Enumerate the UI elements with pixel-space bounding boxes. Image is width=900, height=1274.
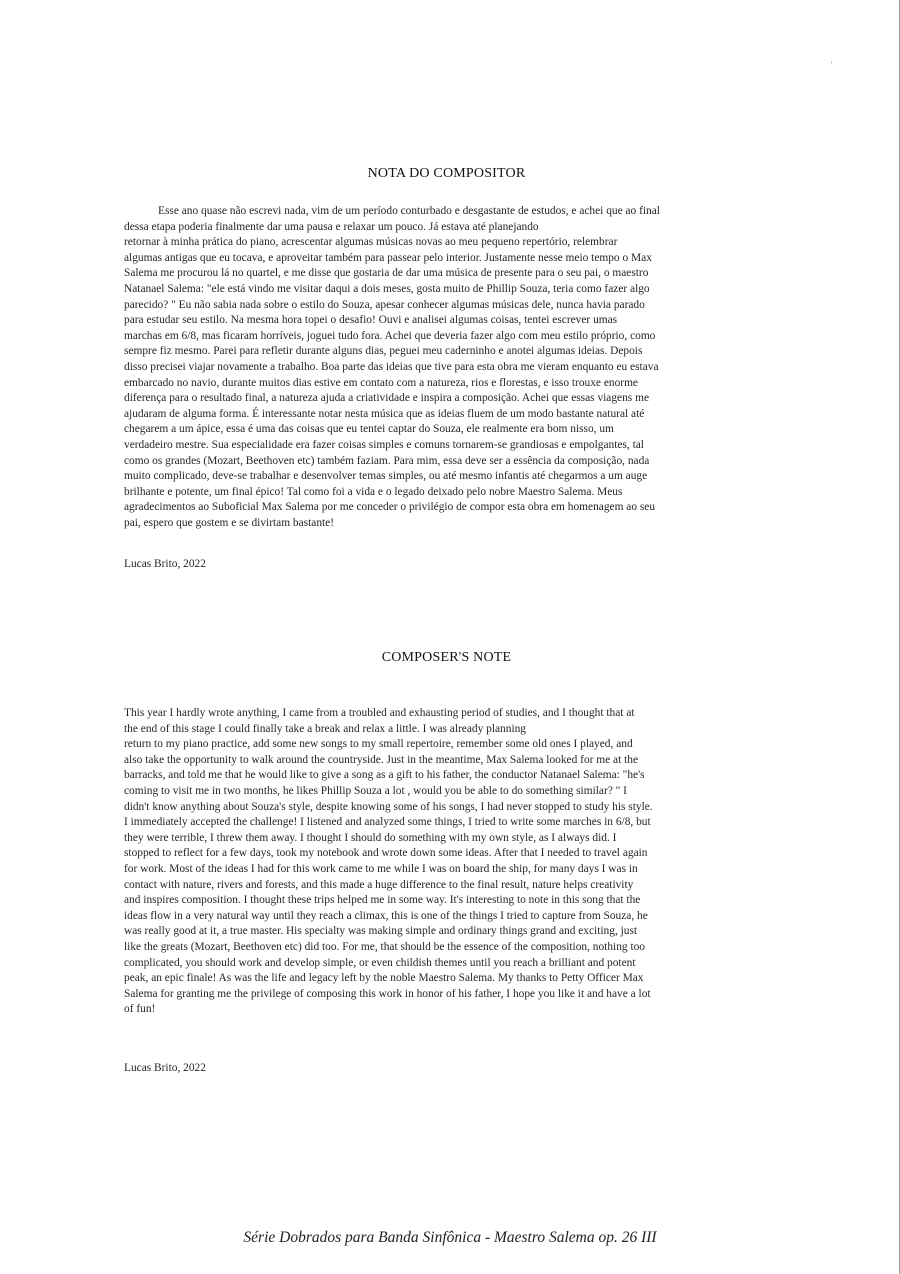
pt-line: como os grandes (Mozart, Beethoven etc) também faziam. Para mim, essa deve ser a essência da composição, nada: [124, 454, 650, 467]
en-line: ideas flow in a very natural way until they reach a climax, this is one of the things I tried to capture from Souza, he: [124, 909, 648, 922]
en-line: and inspires composition. I thought these trips helped me in some way. It's interesting to note in this song that the: [124, 894, 641, 907]
en-line: of fun!: [124, 1003, 156, 1016]
pt-line: disso precisei viajar novamente a trabalho. Boa parte das ideias que tive para esta obra me vieram enquanto eu estava: [124, 360, 659, 373]
pt-line: muito complicado, deve-se trabalhar e desenvolver temas simples, ou até mesmo infantis até chegarmos a um auge: [124, 470, 648, 483]
pt-line: brilhante e potente, um final épico! Tal como foi a vida e o legado deixado pelo nobre Maestro Salema. Meus: [124, 485, 623, 498]
en-line: also take the opportunity to walk around the countryside. Just in the meantime, Max Salema looked for me at the: [124, 753, 639, 766]
en-section-body: [124, 706, 776, 1018]
en-line: the end of this stage I could finally take a break and relax a little. I was already planning: [124, 722, 527, 735]
pt-line: algumas antigas que eu tocava, e aproveitar também para passear pelo interior. Justamente nesse meio tempo o Max: [124, 251, 652, 264]
en-line: complicated, you should work and develop simple, or even childish themes until you reach a brilliant and potent: [124, 956, 636, 969]
en-line: like the greats (Mozart, Beethoven etc) did too. For me, that should be the essence of the composition, nothing too: [124, 940, 645, 953]
pt-line: marchas em 6/8, mas ficaram horríveis, joguei tudo fora. Achei que deveria fazer algo com meu estilo próprio, como: [124, 329, 656, 342]
en-line: they were terrible, I threw them away. I thought I should do something with my own style, as I always did. I: [124, 831, 617, 844]
pt-section-body: [124, 204, 776, 531]
en-line: was really good at it, a true master. His specialty was making simple and ordinary things grand and exciting, just: [124, 925, 638, 938]
en-line: return to my piano practice, add some new songs to my small repertoire, remember some old ones I played, and: [124, 738, 633, 751]
pt-signature: Lucas Brito, 2022: [124, 558, 206, 570]
pt-line: sempre fiz mesmo. Parei para refletir durante alguns dias, peguei meu caderninho e anotei algumas ideias. Depois: [124, 345, 643, 358]
pt-line: dessa etapa poderia finalmente dar uma pausa e relaxar um pouco. Já estava até planejando: [124, 220, 539, 233]
footer-series-title: Série Dobrados para Banda Sinfônica - Maestro Salema op. 26 III: [243, 1229, 657, 1246]
pt-line: Salema me procurou lá no quartel, e me disse que gostaria de dar uma música de presente para o seu pai, o maestro: [124, 267, 649, 280]
pt-line: embarcado no navio, durante muitos dias estive em contato com a natureza, rios e florestas, e isso trouxe enorme: [124, 376, 638, 389]
pt-line: Esse ano quase não escrevi nada, vim de um período conturbado e desgastante de estudos, e achei que ao final: [158, 205, 660, 217]
pt-section-title: NOTA DO COMPOSITOR: [367, 166, 526, 181]
pt-line: retornar à minha prática do piano, acrescentar algumas músicas novas ao meu pequeno repertório, relembrar: [124, 236, 618, 249]
en-line: This year I hardly wrote anything, I came from a troubled and exhausting period of studies, and I thought that at: [124, 707, 635, 719]
en-line: stopped to reflect for a few days, took my notebook and wrote down some ideas. After that I needed to travel again: [124, 847, 648, 860]
pt-line: ajudaram de alguma forma. É interessante notar nesta música que as ideias fluem de um modo bastante natural até: [124, 407, 645, 420]
pt-line: verdadeiro mestre. Sua especialidade era fazer coisas simples e comuns tornarem-se grandiosas e empolgantes, tal: [124, 438, 644, 451]
pt-line: diferença para o resultado final, a natureza ajuda a criatividade e inspira a composição. Achei que essas viagens me: [124, 392, 650, 405]
en-signature: Lucas Brito, 2022: [124, 1062, 206, 1074]
en-line: I immediately accepted the challenge! I listened and analyzed some things, I tried to write some marches in 6/8, but: [124, 816, 651, 829]
en-line: peak, an epic finale! As was the life and legacy left by the noble Maestro Salema. My thanks to Petty Officer Max: [124, 972, 644, 985]
page-mark: ': [831, 60, 833, 69]
en-line: contact with nature, rivers and forests, and this made a huge difference to the final result, nature helps creativity: [124, 878, 634, 891]
en-line: for work. Most of the ideas I had for this work came to me while I was on board the ship, for many days I was in: [124, 862, 638, 875]
pt-line: para estudar seu estilo. Na mesma hora topei o desafio! Ouvi e analisei algumas coisas, tentei escrever umas: [124, 314, 618, 327]
pt-line: Natanael Salema: "ele está vindo me visitar daqui a dois meses, gosta muito de Phillip Souza, teria como fazer algo: [124, 282, 650, 295]
en-line: Salema for granting me the privilege of composing this work in honor of his father, I hope you like it and have a lot: [124, 987, 651, 1000]
en-line: barracks, and told me that he would like to give a song as a gift to his father, the conductor Natanael Salema: "he's: [124, 769, 645, 782]
pt-line: pai, espero que gostem e se divirtam bastante!: [124, 516, 335, 529]
pt-line: agradecimentos ao Suboficial Max Salema por me conceder o privilégio de compor esta obra em homenagem ao seu: [124, 501, 656, 514]
en-line: coming to visit me in two months, he likes Phillip Souza a lot , would you be able to do something similar? " I: [124, 784, 627, 797]
en-line: didn't know anything about Souza's style, despite knowing some of his songs, I had never stopped to study his style.: [124, 800, 653, 813]
pt-line: chegarem a um ápice, essa é uma das coisas que eu tentei captar do Souza, ele realmente era bom nisso, um: [124, 423, 614, 436]
en-section-title: COMPOSER'S NOTE: [381, 650, 512, 665]
pt-line: parecido? " Eu não sabia nada sobre o estilo do Souza, apesar conhecer algumas músicas dele, nunca havia parado: [124, 298, 645, 311]
